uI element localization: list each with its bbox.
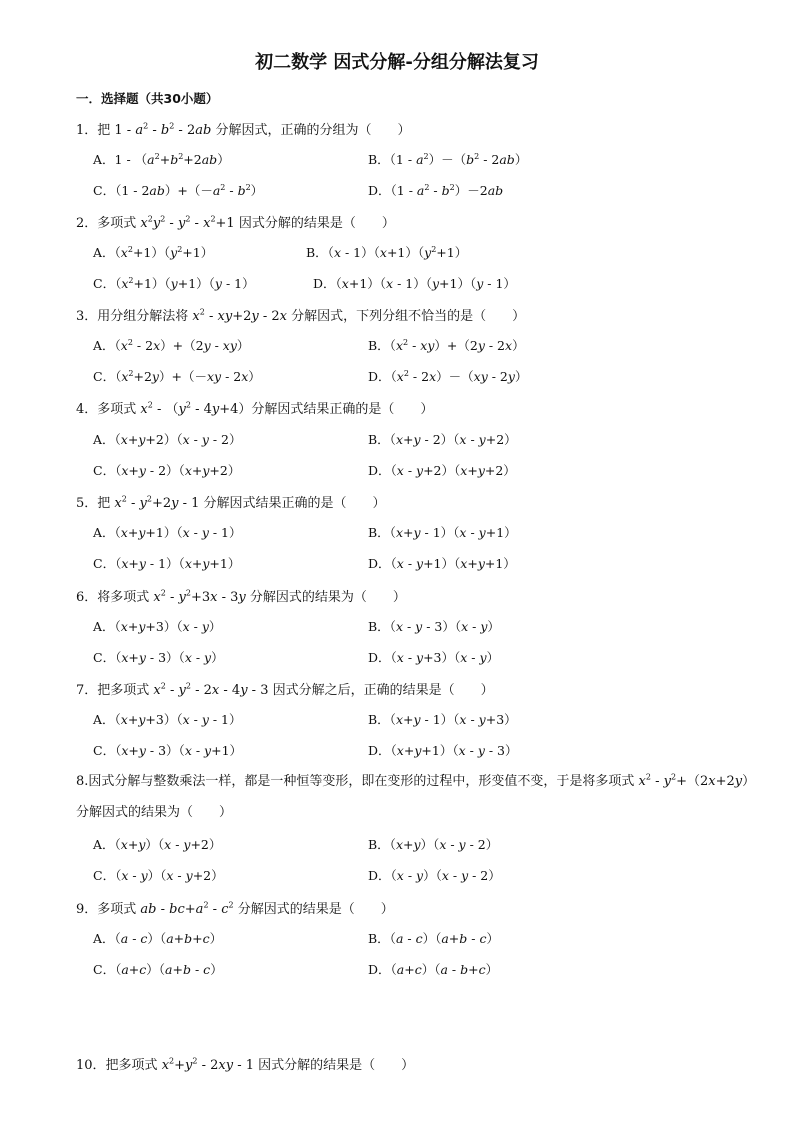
option-d[interactable]: D．（x - y+1）（x+y+1） — [368, 556, 516, 571]
question-stem: 4．多项式 $x^2 - (y^2 - 4y+4)$分解因式结果正确的是（ ） — [76, 400, 434, 417]
option-d[interactable]: D．（x - y）（x - y - 2） — [368, 868, 501, 883]
option-a[interactable]: A．（a - c）（a+b+c） — [93, 931, 223, 946]
section-heading: 一．选择题（共30小题） — [76, 91, 219, 106]
option-b[interactable]: B．$(1 - a^2)-(b^2 - 2ab)$ — [368, 151, 528, 167]
option-b[interactable]: B．（x - y - 3）（x - y） — [368, 619, 500, 634]
option-a[interactable]: A．（x+y）（x - y+2） — [93, 837, 222, 852]
option-b[interactable]: B．（a - c）（a+b - c） — [368, 931, 499, 946]
option-d[interactable]: D．$(1 - a^2 - b^2)-2ab$ — [368, 182, 504, 198]
page-title: 初二数学 因式分解-分组分解法复习 — [255, 52, 539, 73]
option-c[interactable]: C．$(x^2+1)(y+1)(y - 1)$ — [93, 275, 255, 291]
option-b[interactable]: B．（x+y - 2）（x - y+2） — [368, 432, 517, 447]
option-a[interactable]: A．（x+y+3）（x - y - 1） — [93, 712, 242, 727]
question-stem: 6．将多项式 $x^2 - y^2+3x - 3y$ 分解因式的结果为（ ） — [76, 588, 406, 605]
option-a[interactable]: A．$1 - (a^2+b^2+2ab)$ — [93, 151, 230, 167]
option-b[interactable]: B．$(x - 1)(x+1)(y^2+1)$ — [306, 244, 468, 260]
option-c[interactable]: C．$(x^2+2y)+(-xy - 2x)$ — [93, 368, 261, 384]
option-b[interactable]: B．（x+y - 1）（x - y+1） — [368, 525, 517, 540]
option-c[interactable]: C．（x+y - 2）（x+y+2） — [93, 463, 241, 478]
option-d[interactable]: D．（x - y+3）（x - y） — [368, 650, 500, 665]
question-stem: 7．把多项式 $x^2 - y^2 - 2x - 4y - 3$ 因式分解之后，正确的结果是（ ） — [76, 681, 494, 698]
option-a[interactable]: A．（x+y+3）（x - y） — [93, 619, 222, 634]
option-a[interactable]: A．$(x^2 - 2x)+(2y - xy)$ — [93, 337, 250, 353]
question-stem: 8.因式分解与整数乘法一样，都是一种恒等变形，即在变形的过程中，形变值不变，于是将多项式 $x^2 - y^2+(2x+2y)$分解因式的结果为（ ） — [76, 772, 756, 820]
question-stem: 2．多项式 $x^2y^2 - y^2 - x^2+1$ 因式分解的结果是（ ） — [76, 214, 395, 231]
option-c[interactable]: C．（x - y）（x - y+2） — [93, 868, 224, 883]
question-stem: 1．把 $1 - a^2 - b^2 - 2ab$ 分解因式，正确的分组为（ ） — [76, 121, 411, 138]
question-stem: 5．把 $x^2 - y^2+2y - 1$ 分解因式结果正确的是（ ） — [76, 494, 386, 511]
option-c[interactable]: C．$(1 - 2ab)+(-a^2 - b^2)$ — [93, 182, 264, 198]
option-a[interactable]: A．（x+y+2）（x - y - 2） — [93, 432, 242, 447]
option-d[interactable]: D．（x+1）（x - 1）（y+1）（y - 1） — [313, 276, 516, 291]
option-a[interactable]: A．（x+y+1）（x - y - 1） — [93, 525, 242, 540]
question-stem: 3．用分组分解法将 $x^2 - xy+2y - 2x$ 分解因式，下列分组不恰当的是（ ） — [76, 307, 526, 324]
option-c[interactable]: C．（x+y - 3）（x - y+1） — [93, 743, 243, 758]
option-d[interactable]: D．$(x^2 - 2x)-(xy - 2y)$ — [368, 368, 528, 384]
option-d[interactable]: D．（a+c）（a - b+c） — [368, 962, 499, 977]
question-stem: 9．多项式 ab - $bc+a^2 - c^2$ 分解因式的结果是（ ） — [76, 900, 394, 917]
option-c[interactable]: C．（x+y - 3）（x - y） — [93, 650, 224, 665]
option-c[interactable]: C．（x+y - 1）（x+y+1） — [93, 556, 241, 571]
option-b[interactable]: B．（x+y - 1）（x - y+3） — [368, 712, 517, 727]
question-stem: 10．把多项式 $x^2+y^2 - 2xy - 1$ 因式分解的结果是（ ） — [76, 1056, 415, 1073]
option-d[interactable]: D．（x+y+1）（x - y - 3） — [368, 743, 518, 758]
option-c[interactable]: C．（a+c）（a+b - c） — [93, 962, 223, 977]
option-b[interactable]: B．$(x^2 - xy)+(2y - 2x)$ — [368, 337, 525, 353]
option-a[interactable]: A．$(x^2+1)(y^2+1)$ — [93, 244, 214, 260]
option-b[interactable]: B．（x+y）（x - y - 2） — [368, 837, 499, 852]
option-d[interactable]: D．（x - y+2）（x+y+2） — [368, 463, 516, 478]
